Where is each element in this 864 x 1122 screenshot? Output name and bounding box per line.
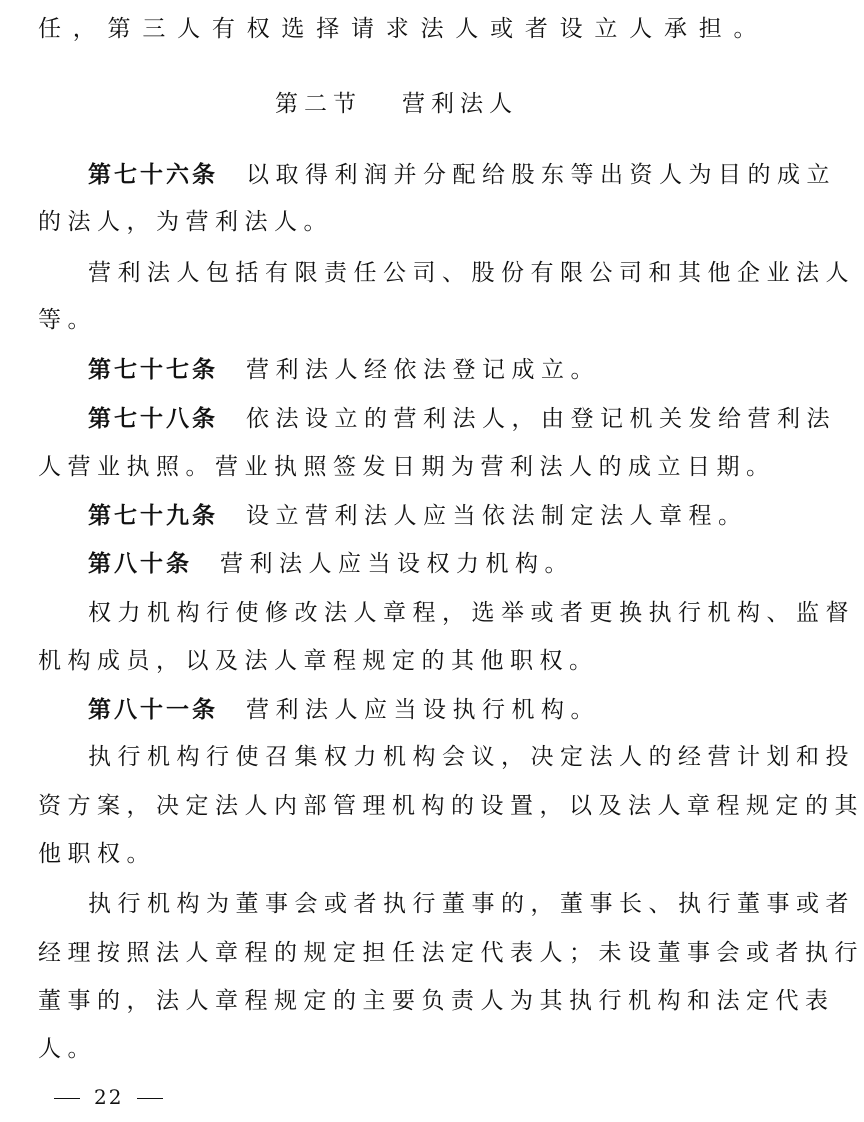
article-text: 依法设立的营利法人，由登记机关发给营利法 bbox=[246, 406, 836, 432]
section-title: 营利法人 bbox=[402, 91, 518, 117]
article-76-line-1 bbox=[88, 160, 836, 190]
section-heading bbox=[0, 89, 793, 119]
paragraph-line: 权力机构行使修改法人章程，选举或者更换执行机构、监督 bbox=[88, 600, 855, 626]
article-label: 第八十条 bbox=[88, 551, 192, 577]
article-label: 第八十一条 bbox=[88, 697, 218, 723]
article-76-line-2: 的法人，为营利法人。 bbox=[38, 209, 333, 235]
article-text: 以取得利润并分配给股东等出资人为目的成立 bbox=[246, 162, 836, 188]
article-text: 营利法人应当设权力机构。 bbox=[220, 551, 574, 577]
paragraph-line: 执行机构行使召集权力机构会议，决定法人的经营计划和投 bbox=[88, 744, 855, 770]
section-number: 第二节 bbox=[275, 91, 362, 117]
article-text: 营利法人应当设执行机构。 bbox=[246, 697, 600, 723]
article-label: 第七十九条 bbox=[88, 503, 218, 529]
article-79-line-1 bbox=[88, 501, 763, 531]
page-number bbox=[40, 1084, 177, 1110]
dash-left bbox=[54, 1098, 80, 1099]
paragraph-line: 他职权。 bbox=[38, 841, 156, 867]
dash-right bbox=[137, 1098, 163, 1099]
article-77-line-1 bbox=[88, 355, 763, 385]
paragraph-line: 人。 bbox=[38, 1036, 97, 1062]
article-text: 营利法人经依法登记成立。 bbox=[246, 357, 600, 383]
paragraph-line: 机构成员，以及法人章程规定的其他职权。 bbox=[38, 648, 599, 674]
paragraph-line: 资方案，决定法人内部管理机构的设置，以及法人章程规定的其 bbox=[38, 793, 864, 819]
article-label: 第七十六条 bbox=[88, 162, 218, 188]
paragraph-line: 董事的，法人章程规定的主要负责人为其执行机构和法定代表 bbox=[38, 988, 835, 1014]
paragraph-line: 经理按照法人章程的规定担任法定代表人；未设董事会或者执行 bbox=[38, 940, 864, 966]
article-78-line-2: 人营业执照。营业执照签发日期为营利法人的成立日期。 bbox=[38, 454, 776, 480]
article-81-line-1 bbox=[88, 695, 763, 725]
article-text: 设立营利法人应当依法制定法人章程。 bbox=[246, 503, 748, 529]
article-80-line-1 bbox=[88, 549, 763, 579]
paragraph-line: 执行机构为董事会或者执行董事的，董事长、执行董事或者 bbox=[88, 891, 855, 917]
article-label: 第七十八条 bbox=[88, 406, 218, 432]
article-78-line-1 bbox=[88, 404, 836, 434]
article-label: 第七十七条 bbox=[88, 357, 218, 383]
paragraph-line: 营利法人包括有限责任公司、股份有限公司和其他企业法人 bbox=[88, 260, 855, 286]
paragraph-line: 等。 bbox=[38, 307, 97, 333]
continuation-line: 任，第三人有权选择请求法人或者设立人承担。 bbox=[38, 16, 763, 42]
page-number-value: 22 bbox=[94, 1085, 124, 1109]
